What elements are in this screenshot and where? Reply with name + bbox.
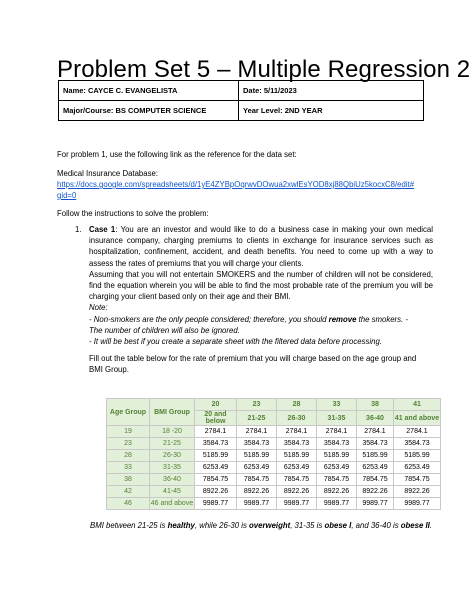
- note-label: Note:: [89, 303, 108, 313]
- table-row: [107, 486, 441, 498]
- case-paragraph-2: Assuming that you will not entertain SMOKERS and the number of children will not be considered, find the equation wherein you will be able to find the most probable rate of the premium you will be charging your client based only on their age and their BMI.: [89, 269, 433, 302]
- table-row: [107, 438, 441, 450]
- rate-cell: 3584.73: [195, 438, 237, 450]
- rate-cell: 9989.77: [277, 498, 317, 510]
- note-line-3: - It will be best if you create a separate sheet with the filtered data before processing.: [89, 337, 382, 347]
- header-range-col: 26-30: [277, 411, 317, 426]
- student-info-table: [58, 80, 424, 121]
- header-age-group: Age Group: [107, 399, 150, 426]
- note-line-1: - Non-smokers are the only people considered; therefore, you should remove the smokers. -: [89, 314, 408, 324]
- rate-cell: 7854.75: [237, 474, 277, 486]
- header-age-col: 41: [394, 399, 441, 411]
- rate-cell: 7854.75: [195, 474, 237, 486]
- header-range-col: 31-35: [317, 411, 357, 426]
- header-age-col: 28: [277, 399, 317, 411]
- age-cell: 19: [107, 426, 150, 438]
- database-label: Medical Insurance Database:: [57, 169, 158, 178]
- bmi-cell: 21-25: [150, 438, 195, 450]
- rate-cell: 5185.99: [195, 450, 237, 462]
- age-cell: 46: [107, 498, 150, 510]
- student-year-level: Year Level: 2ND YEAR: [239, 101, 424, 121]
- table-row: [107, 450, 441, 462]
- student-course: Major/Course: BS COMPUTER SCIENCE: [59, 101, 239, 121]
- rate-cell: 6253.49: [195, 462, 237, 474]
- rate-cell: 3584.73: [357, 438, 394, 450]
- rate-cell: 6253.49: [237, 462, 277, 474]
- student-name: Name: CAYCE C. EVANGELISTA: [59, 81, 239, 101]
- header-age-col: 38: [357, 399, 394, 411]
- rate-cell: 3584.73: [237, 438, 277, 450]
- rate-cell: 9989.77: [237, 498, 277, 510]
- rate-cell: 6253.49: [394, 462, 441, 474]
- rate-cell: 7854.75: [394, 474, 441, 486]
- header-age-col: 23: [237, 399, 277, 411]
- header-age-col: 33: [317, 399, 357, 411]
- header-range-col: 41 and above: [394, 411, 441, 426]
- rate-cell: 3584.73: [277, 438, 317, 450]
- case-label: Case 1: [89, 225, 116, 234]
- case-number: 1.: [75, 225, 82, 234]
- rate-cell: 8922.26: [357, 486, 394, 498]
- database-link[interactable]: https://docs.google.com/spreadsheets/d/1yE4ZYBpOqrwvDOwua2xwlEsYOD8xj88QbiUz5kocxC8/edit#: [57, 180, 415, 189]
- case-description: : You are an investor and would like to do a business case in making your own medical insurance company, charging premiums to clients in exchange for insurance services such as hospitalization, confinement, accident, and death benefits. You need to come up with a way to assess the rates of premiums that you will charge your clients.: [89, 225, 433, 268]
- age-cell: 23: [107, 438, 150, 450]
- rate-cell: 5185.99: [394, 450, 441, 462]
- rate-cell: 5185.99: [277, 450, 317, 462]
- rate-cell: 9989.77: [357, 498, 394, 510]
- header-range-col: 36-40: [357, 411, 394, 426]
- rate-cell: 2784.1: [394, 426, 441, 438]
- table-row: [107, 426, 441, 438]
- intro-text: For problem 1, use the following link as the reference for the data set:: [57, 150, 297, 159]
- rate-cell: 8922.26: [317, 486, 357, 498]
- rate-cell: 2784.1: [277, 426, 317, 438]
- case-1-block: [75, 224, 433, 347]
- case-paragraph-1: [89, 224, 433, 269]
- age-cell: 42: [107, 486, 150, 498]
- bmi-cell: 36-40: [150, 474, 195, 486]
- rate-cell: 2784.1: [195, 426, 237, 438]
- rate-cell: 2784.1: [317, 426, 357, 438]
- bmi-legend-note: BMI between 21-25 is healthy, while 26-30 is overweight, 31-35 is obese I, and 36-40 is obese II.: [90, 521, 432, 530]
- rate-cell: 6253.49: [317, 462, 357, 474]
- table-row: [107, 474, 441, 486]
- rate-cell: 2784.1: [237, 426, 277, 438]
- table-row: [107, 498, 441, 510]
- rate-cell: 9989.77: [317, 498, 357, 510]
- rate-cell: 7854.75: [317, 474, 357, 486]
- age-cell: 28: [107, 450, 150, 462]
- rate-cell: 5185.99: [317, 450, 357, 462]
- rate-cell: 6253.49: [277, 462, 317, 474]
- bmi-cell: 18 -20: [150, 426, 195, 438]
- rate-cell: 8922.26: [237, 486, 277, 498]
- age-cell: 38: [107, 474, 150, 486]
- submission-date: Date: 5/11/2023: [239, 81, 424, 101]
- rate-cell: 6253.49: [357, 462, 394, 474]
- rate-cell: 7854.75: [277, 474, 317, 486]
- rate-cell: 3584.73: [317, 438, 357, 450]
- header-age-col: 20: [195, 399, 237, 411]
- bmi-cell: 26-30: [150, 450, 195, 462]
- header-range-col: 20 and below: [195, 411, 237, 426]
- rate-cell: 5185.99: [237, 450, 277, 462]
- fill-instruction: Fill out the table below for the rate of premium that you will charge based on the age group and BMI Group.: [89, 354, 417, 375]
- bmi-cell: 41-45: [150, 486, 195, 498]
- rate-cell: 3584.73: [394, 438, 441, 450]
- rate-cell: 8922.26: [195, 486, 237, 498]
- rate-cell: 8922.26: [277, 486, 317, 498]
- note-line-2: The number of children will also be ignored.: [89, 325, 240, 335]
- rate-cell: 8922.26: [394, 486, 441, 498]
- age-cell: 33: [107, 462, 150, 474]
- bmi-cell: 46 and above: [150, 498, 195, 510]
- rate-cell: 5185.99: [357, 450, 394, 462]
- rate-cell: 7854.75: [357, 474, 394, 486]
- page-title: Problem Set 5 – Multiple Regression 2: [57, 56, 471, 83]
- rate-cell: 2784.1: [357, 426, 394, 438]
- header-range-col: 21-25: [237, 411, 277, 426]
- premium-rate-table: [106, 398, 441, 510]
- bmi-cell: 31-35: [150, 462, 195, 474]
- rate-cell: 9989.77: [394, 498, 441, 510]
- header-bmi-group: BMI Group: [150, 399, 195, 426]
- rate-cell: 9989.77: [195, 498, 237, 510]
- instructions-text: Follow the instructions to solve the problem:: [57, 209, 209, 218]
- table-row: [107, 462, 441, 474]
- database-link-gid[interactable]: gid=0: [57, 191, 77, 200]
